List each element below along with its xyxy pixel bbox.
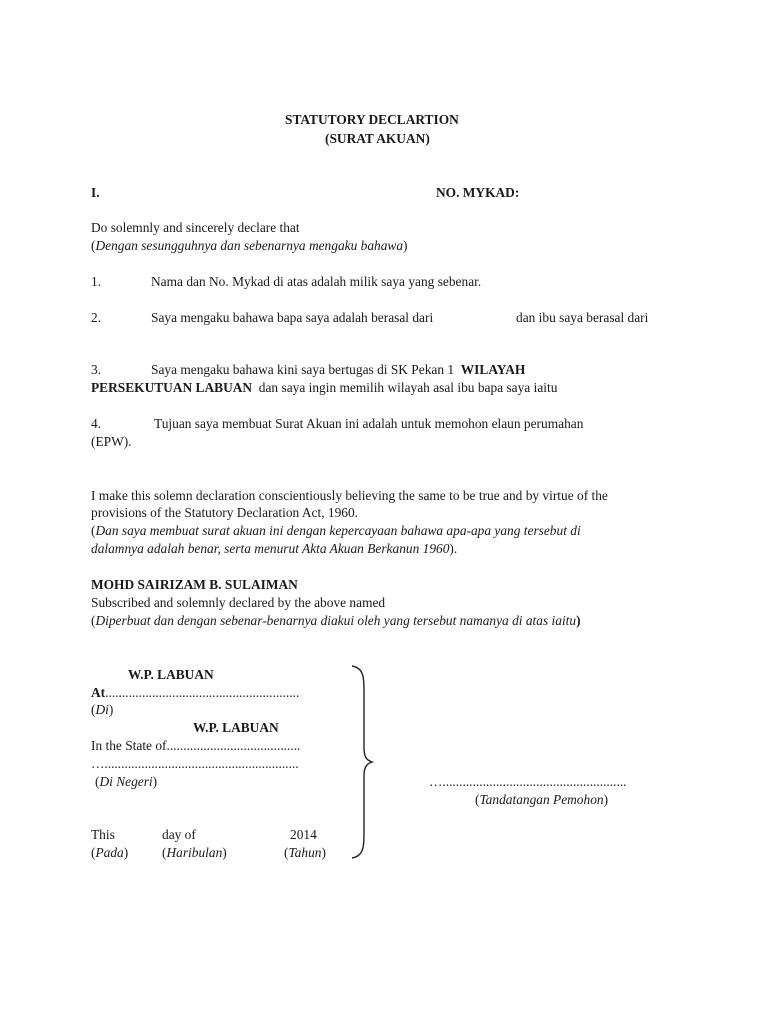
item-4-number: 4.: [91, 416, 102, 431]
date-pada: (Pada): [91, 845, 129, 860]
item-2-text-mother: dan ibu saya berasal dari: [516, 310, 649, 325]
state-line[interactable]: In the State of........................................: [91, 738, 301, 753]
right-brace: [350, 664, 374, 860]
subscribed-malay: (Diperbuat dan dengan sebenar-benarnya diakui oleh yang tersebut namanya di atas iaitu): [91, 613, 581, 628]
place-at-malay: (Di): [91, 702, 114, 717]
item-3-number: 3.: [91, 362, 102, 377]
signer-name: MOHD SAIRIZAM B. SULAIMAN: [91, 577, 298, 592]
item-2-number: 2.: [91, 310, 102, 325]
date-tahun: (Tahun): [284, 845, 326, 860]
declaration-english-1: I make this solemn declaration conscientiously believing the same to be true and by virtue of the: [91, 488, 608, 503]
state-value: W.P. LABUAN: [193, 720, 279, 735]
item-2-text-father: Saya mengaku bahawa bapa saya adalah berasal dari: [151, 310, 434, 325]
item-3-line-1: Saya mengaku bahawa kini saya bertugas di SK Pekan 1 WILAYAH: [151, 362, 526, 377]
item-3-line-2: PERSEKUTUAN LABUAN dan saya ingin memilih wilayah asal ibu bapa saya iaitu: [91, 380, 558, 395]
state-malay: (Di Negeri): [95, 774, 158, 789]
date-day-label: day of: [162, 827, 196, 842]
intro-english: Do solemnly and sincerely declare that: [91, 220, 300, 235]
signature-line[interactable]: ….......................................................: [429, 774, 627, 789]
date-this-label: This: [91, 827, 115, 842]
signature-label: (Tandatangan Pemohon): [475, 792, 609, 807]
item-4-line-1: Tujuan saya membuat Surat Akuan ini adalah untuk memohon elaun perumahan: [154, 416, 584, 431]
declaration-malay-2: dalamnya adalah benar, serta menurut Akta Akuan Berkanun 1960).: [91, 541, 458, 556]
place-at-line[interactable]: At..........................................................: [91, 685, 300, 700]
item-1-number: 1.: [91, 274, 102, 289]
document-title: STATUTORY DECLARTION: [285, 112, 459, 127]
item-1-text: Nama dan No. Mykad di atas adalah milik saya yang sebenar.: [151, 274, 482, 289]
declaration-malay-1: (Dan saya membuat surat akuan ini dengan kepercayaan bahawa apa-apa yang tersebut di: [91, 523, 581, 538]
date-haribulan: (Haribulan): [162, 845, 227, 860]
declarant-label: I.: [91, 185, 100, 200]
document-subtitle: (SURAT AKUAN): [325, 131, 430, 146]
subscribed-english: Subscribed and solemnly declared by the above named: [91, 595, 386, 610]
state-extra-dots[interactable]: …..........................................................: [91, 756, 299, 771]
place-value: W.P. LABUAN: [128, 667, 214, 682]
intro-malay: (Dengan sesungguhnya dan sebenarnya mengaku bahawa): [91, 238, 408, 253]
item-4-line-2: (EPW).: [91, 434, 132, 449]
date-year: 2014: [290, 827, 317, 842]
mykad-label: NO. MYKAD:: [436, 185, 520, 200]
declaration-english-2: provisions of the Statutory Declaration Act, 1960.: [91, 505, 359, 520]
